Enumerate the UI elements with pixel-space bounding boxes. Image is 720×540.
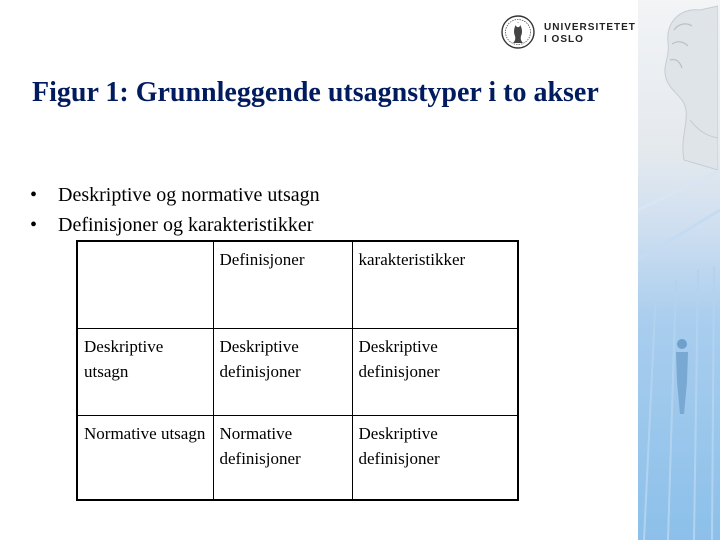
- university-name-line2: I OSLO: [544, 34, 584, 45]
- bullet-list: [30, 180, 320, 240]
- bullet-item: [30, 210, 320, 240]
- table-cell: Normative definisjoner: [213, 416, 352, 501]
- table-header-row: [77, 241, 518, 329]
- university-seal-icon: [500, 14, 536, 50]
- table-cell: Deskriptive definisjoner: [213, 329, 352, 416]
- table-cell: Deskriptive definisjoner: [352, 416, 518, 501]
- table-corner-cell: [77, 241, 213, 329]
- university-name: [544, 22, 636, 46]
- university-logo: [500, 12, 638, 52]
- table-header-cell: Definisjoner: [213, 241, 352, 329]
- bullet-marker: •: [30, 184, 38, 206]
- table-row: [77, 416, 518, 501]
- slide-title: Figur 1: Grunnleggende utsagnstyper i to akser: [32, 77, 599, 108]
- bullet-text: Deskriptive og normative utsagn: [58, 184, 320, 206]
- decorative-side-banner: [638, 0, 720, 540]
- table-row: [77, 329, 518, 416]
- university-name-line1: UNIVERSITETET: [544, 22, 636, 33]
- statement-types-table: [76, 240, 519, 501]
- table-row-header: Normative utsagn: [77, 416, 213, 501]
- bullet-item: [30, 180, 320, 210]
- statue-bust-icon: [640, 0, 718, 180]
- bullet-text: Definisjoner og karakteristikker: [58, 214, 314, 236]
- standing-figure-icon: [672, 336, 692, 416]
- table-cell: Deskriptive definisjoner: [352, 329, 518, 416]
- table-row-header: Deskriptive utsagn: [77, 329, 213, 416]
- bullet-marker: •: [30, 214, 38, 236]
- table-header-cell: karakteristikker: [352, 241, 518, 329]
